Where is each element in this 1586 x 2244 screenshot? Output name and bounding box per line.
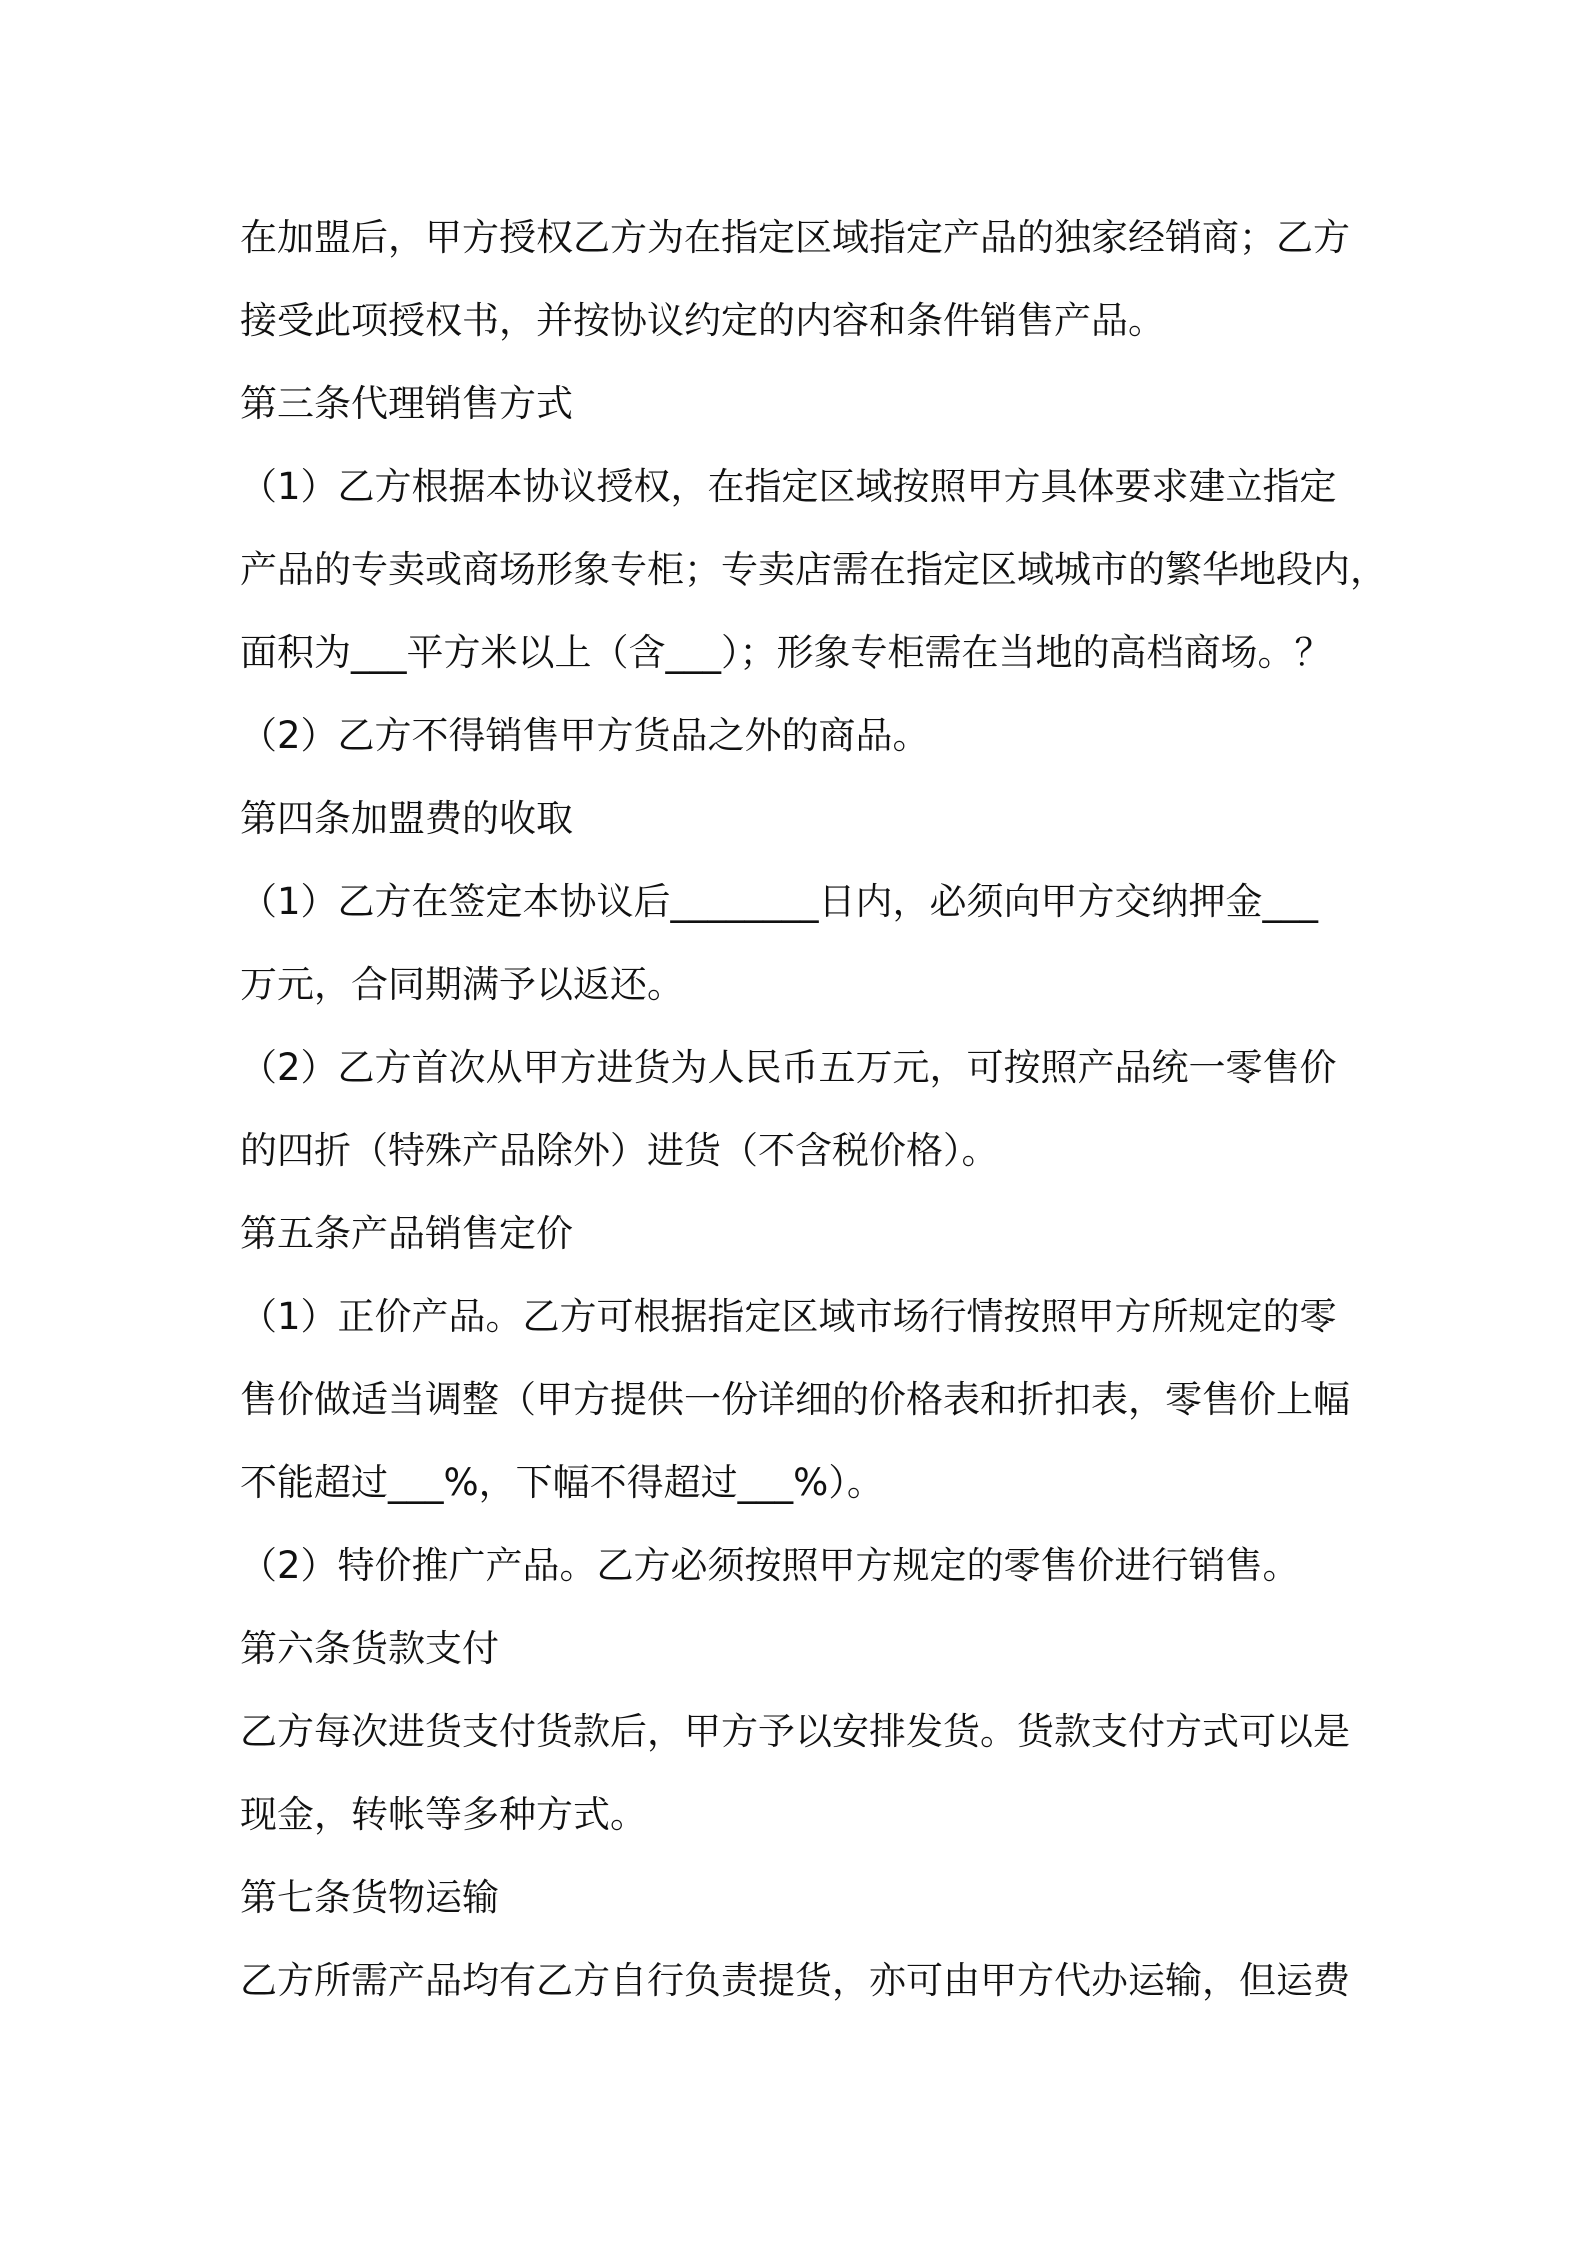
clause-line: （1）正价产品。乙方可根据指定区域市场行情按照甲方所规定的零 [240, 1295, 1337, 1338]
paragraph-line: 接受此项授权书，并按协议约定的内容和条件销售产品。 [240, 299, 1165, 342]
section-heading: 第五条产品销售定价 [240, 1212, 573, 1255]
clause-line: （1）乙方在签定本协议后________日内，必须向甲方交纳押金___ [240, 880, 1319, 923]
section-heading: 第六条货款支付 [240, 1627, 499, 1670]
paragraph-line: 售价做适当调整（甲方提供一份详细的价格表和折扣表，零售价上幅 [240, 1378, 1350, 1421]
section-heading: 第七条货物运输 [240, 1876, 499, 1919]
paragraph-line: 现金，转帐等多种方式。 [240, 1793, 647, 1836]
section-heading: 第四条加盟费的收取 [240, 797, 573, 840]
paragraph-line: 万元，合同期满予以返还。 [240, 963, 684, 1006]
clause-line: （2）乙方首次从甲方进货为人民币五万元，可按照产品统一零售价 [240, 1046, 1337, 1089]
paragraph-line: 乙方每次进货支付货款后，甲方予以安排发货。货款支付方式可以是 [240, 1710, 1350, 1753]
paragraph-line: 乙方所需产品均有乙方自行负责提货，亦可由甲方代办运输，但运费 [240, 1959, 1350, 2002]
section-heading: 第三条代理销售方式 [240, 382, 573, 425]
clause-line: （2）特价推广产品。乙方必须按照甲方规定的零售价进行销售。 [240, 1544, 1300, 1587]
paragraph-line: 在加盟后，甲方授权乙方为在指定区域指定产品的独家经销商；乙方 [240, 216, 1350, 259]
paragraph-line: 面积为___平方米以上（含___）；形象专柜需在当地的高档商场。？ [240, 631, 1332, 674]
paragraph-line: 的四折（特殊产品除外）进货（不含税价格）。 [240, 1129, 999, 1172]
clause-line: （2）乙方不得销售甲方货品之外的商品。 [240, 714, 930, 757]
paragraph-line: 不能超过___%，下幅不得超过___%）。 [240, 1461, 884, 1504]
clause-line: （1）乙方根据本协议授权，在指定区域按照甲方具体要求建立指定 [240, 465, 1337, 508]
paragraph-line: 产品的专卖或商场形象专柜；专卖店需在指定区域城市的繁华地段内， [240, 548, 1387, 591]
contract-text [240, 196, 1390, 2022]
